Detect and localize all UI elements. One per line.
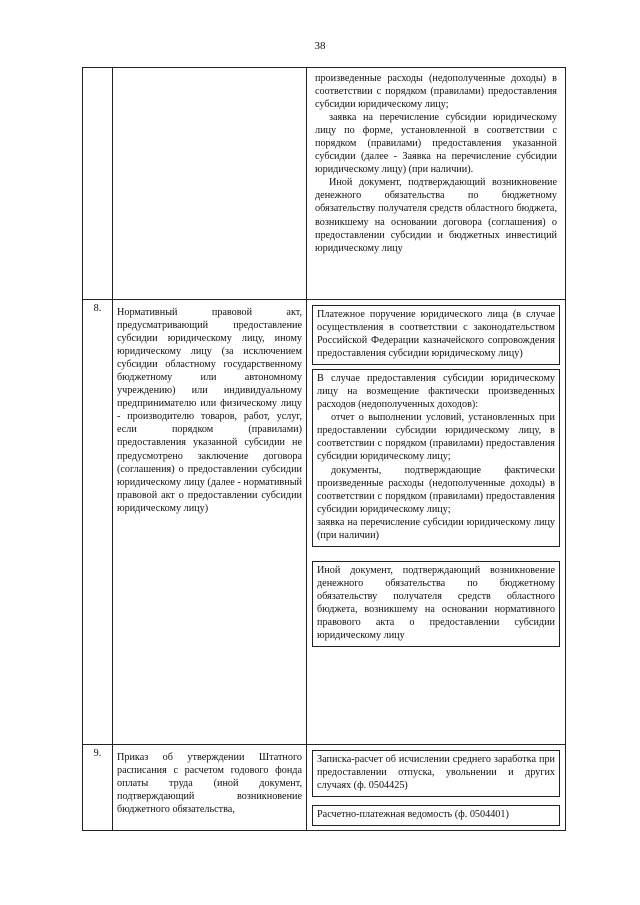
document-paragraph: В случае предоставления субсидии юридическому лицу на возмещение фактически произведенных расходов (недополученных доходов): bbox=[317, 373, 555, 411]
documents-cell bbox=[307, 745, 566, 831]
document-paragraph: заявка на перечисление субсидии юридическому лицу (при наличии) bbox=[317, 516, 555, 541]
documents-cell bbox=[307, 68, 566, 300]
document-block bbox=[312, 305, 560, 365]
documents-table bbox=[82, 67, 566, 831]
legal-basis-cell: Нормативный правовой акт, предусматривающий предоставление субсидии юридическому лицу, иному юридическому лицу (за исключением субсидии областному государственному бюджетному или автономному учреждению) или индивидуальному предпринимателю или физическому лицу - производителю товаров, работ, услуг, если порядком (правилами) предоставления указанной субсидии не предусмотрено заключение договора (соглашения) о предоставлении субсидии юридическому лицу (далее - нормативный правовой акт о предоставлении субсидии юридическому лицу) bbox=[113, 300, 307, 745]
table-row bbox=[83, 745, 566, 831]
document-block bbox=[311, 70, 561, 259]
document-block bbox=[312, 805, 560, 826]
table-row bbox=[83, 300, 566, 745]
row-number-cell: 9. bbox=[83, 745, 113, 831]
document-paragraph: отчет о выполнении условий, установленных при предоставлении субсидии юридическому лицу, в соответствии с порядком (правилами) предоставления субсидии юридическому лицу; bbox=[317, 412, 555, 463]
document-paragraph: произведенные расходы (недополученные доходы) в соответствии с порядком (правилами) предоставления субсидии юридическому лицу; bbox=[315, 73, 557, 111]
row-number-cell bbox=[83, 68, 113, 300]
document-block bbox=[312, 750, 560, 797]
legal-basis-cell bbox=[113, 68, 307, 300]
page-number: 38 bbox=[314, 40, 326, 52]
legal-basis-cell: Приказ об утверждении Штатного расписания с расчетом годового фонда оплаты труда (иной документ, подтверждающий возникновение бюджетного обязательства, bbox=[113, 745, 307, 831]
document-paragraph: Платежное поручение юридического лица (в случае осуществления в соответствии с законодательством Российской Федерации казначейского сопровождения предоставления субсидии юридическому лицу) bbox=[317, 309, 555, 360]
document-paragraph: заявка на перечисление субсидии юридическому лицу по форме, установленной в соответствии с порядком (правилами) предоставления указанной субсидии (далее - Заявка на перечисление субсидии юридическому лицу) (при наличии). bbox=[315, 112, 557, 176]
table-row bbox=[83, 68, 566, 300]
document-paragraph: Иной документ, подтверждающий возникновение денежного обязательства по бюджетному обязательству получателя средств областного бюджета, возникшему на основании нормативного правового акта о предоставлении субсидии юридическому лицу bbox=[317, 564, 555, 642]
document-block bbox=[312, 369, 560, 547]
documents-cell bbox=[307, 300, 566, 745]
document-paragraph: документы, подтверждающие фактически произведенные расходы (недополученные доходы) в соответствии с порядком (правилами) предоставления субсидии юридическому лицу; bbox=[317, 464, 555, 515]
document-paragraph: Иной документ, подтверждающий возникновение денежного обязательства по бюджетному обязательству получателя средств областного бюджета, возникшему на основании договора (соглашения) о предоставлении субсидии и бюджетных инвестиций юридическому лицу bbox=[315, 177, 557, 254]
document-block bbox=[312, 561, 560, 647]
row-number-cell: 8. bbox=[83, 300, 113, 745]
document-paragraph: Записка-расчет об исчислении среднего заработка при предоставлении отпуска, увольнении и других случаях (ф. 0504425) bbox=[317, 754, 555, 792]
document-paragraph: Расчетно-платежная ведомость (ф. 0504401) bbox=[317, 809, 509, 821]
